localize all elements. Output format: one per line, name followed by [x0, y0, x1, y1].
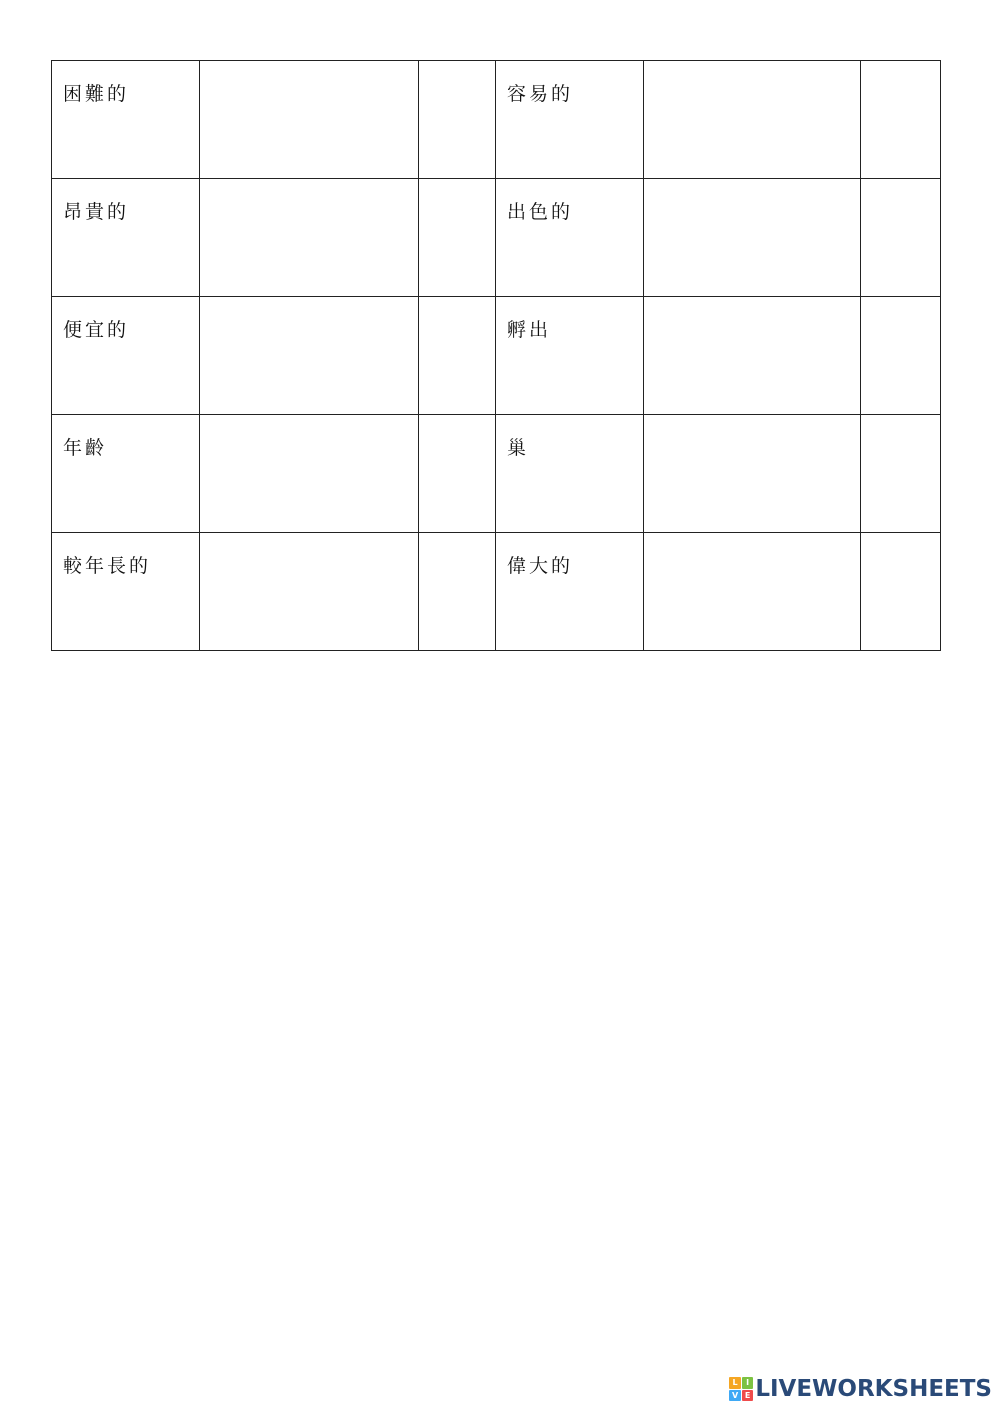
word-cell — [52, 61, 200, 179]
word-label: 容易的 — [507, 83, 574, 105]
table-row — [52, 533, 941, 651]
word-cell — [496, 533, 644, 651]
logo-mark-letter: E — [742, 1390, 754, 1402]
answer-cell[interactable] — [200, 415, 419, 533]
check-cell[interactable] — [419, 533, 496, 651]
word-label: 出色的 — [507, 201, 574, 223]
word-cell — [52, 179, 200, 297]
answer-cell[interactable] — [200, 297, 419, 415]
word-label: 年齡 — [63, 437, 108, 459]
word-label: 巢 — [507, 437, 530, 459]
word-cell — [496, 415, 644, 533]
answer-cell[interactable] — [644, 179, 861, 297]
check-cell[interactable] — [861, 61, 941, 179]
word-label: 便宜的 — [63, 319, 130, 341]
logo-text: LIVEWORKSHEETS — [755, 1376, 992, 1402]
answer-cell[interactable] — [644, 297, 861, 415]
answer-cell[interactable] — [200, 533, 419, 651]
word-label: 偉大的 — [507, 555, 574, 577]
logo-mark-icon — [729, 1377, 753, 1401]
check-cell[interactable] — [861, 179, 941, 297]
check-cell[interactable] — [861, 533, 941, 651]
logo-mark-letter: V — [729, 1390, 741, 1402]
word-cell — [496, 61, 644, 179]
word-label: 困難的 — [63, 83, 130, 105]
check-cell[interactable] — [861, 297, 941, 415]
table-row — [52, 179, 941, 297]
check-cell[interactable] — [861, 415, 941, 533]
word-label: 昂貴的 — [63, 201, 130, 223]
answer-cell[interactable] — [200, 61, 419, 179]
word-cell — [52, 415, 200, 533]
check-cell[interactable] — [419, 297, 496, 415]
word-label: 孵出 — [507, 319, 552, 341]
answer-cell[interactable] — [644, 533, 861, 651]
check-cell[interactable] — [419, 61, 496, 179]
word-cell — [52, 297, 200, 415]
table-row — [52, 297, 941, 415]
vocabulary-table — [51, 60, 941, 651]
liveworksheets-logo — [729, 1373, 992, 1405]
logo-mark-letter: I — [742, 1377, 754, 1389]
table-row — [52, 415, 941, 533]
word-label: 較年長的 — [63, 555, 152, 577]
answer-cell[interactable] — [644, 415, 861, 533]
check-cell[interactable] — [419, 415, 496, 533]
check-cell[interactable] — [419, 179, 496, 297]
table-row — [52, 61, 941, 179]
answer-cell[interactable] — [200, 179, 419, 297]
logo-mark-letter: L — [729, 1377, 741, 1389]
answer-cell[interactable] — [644, 61, 861, 179]
word-cell — [52, 533, 200, 651]
word-cell — [496, 297, 644, 415]
word-cell — [496, 179, 644, 297]
